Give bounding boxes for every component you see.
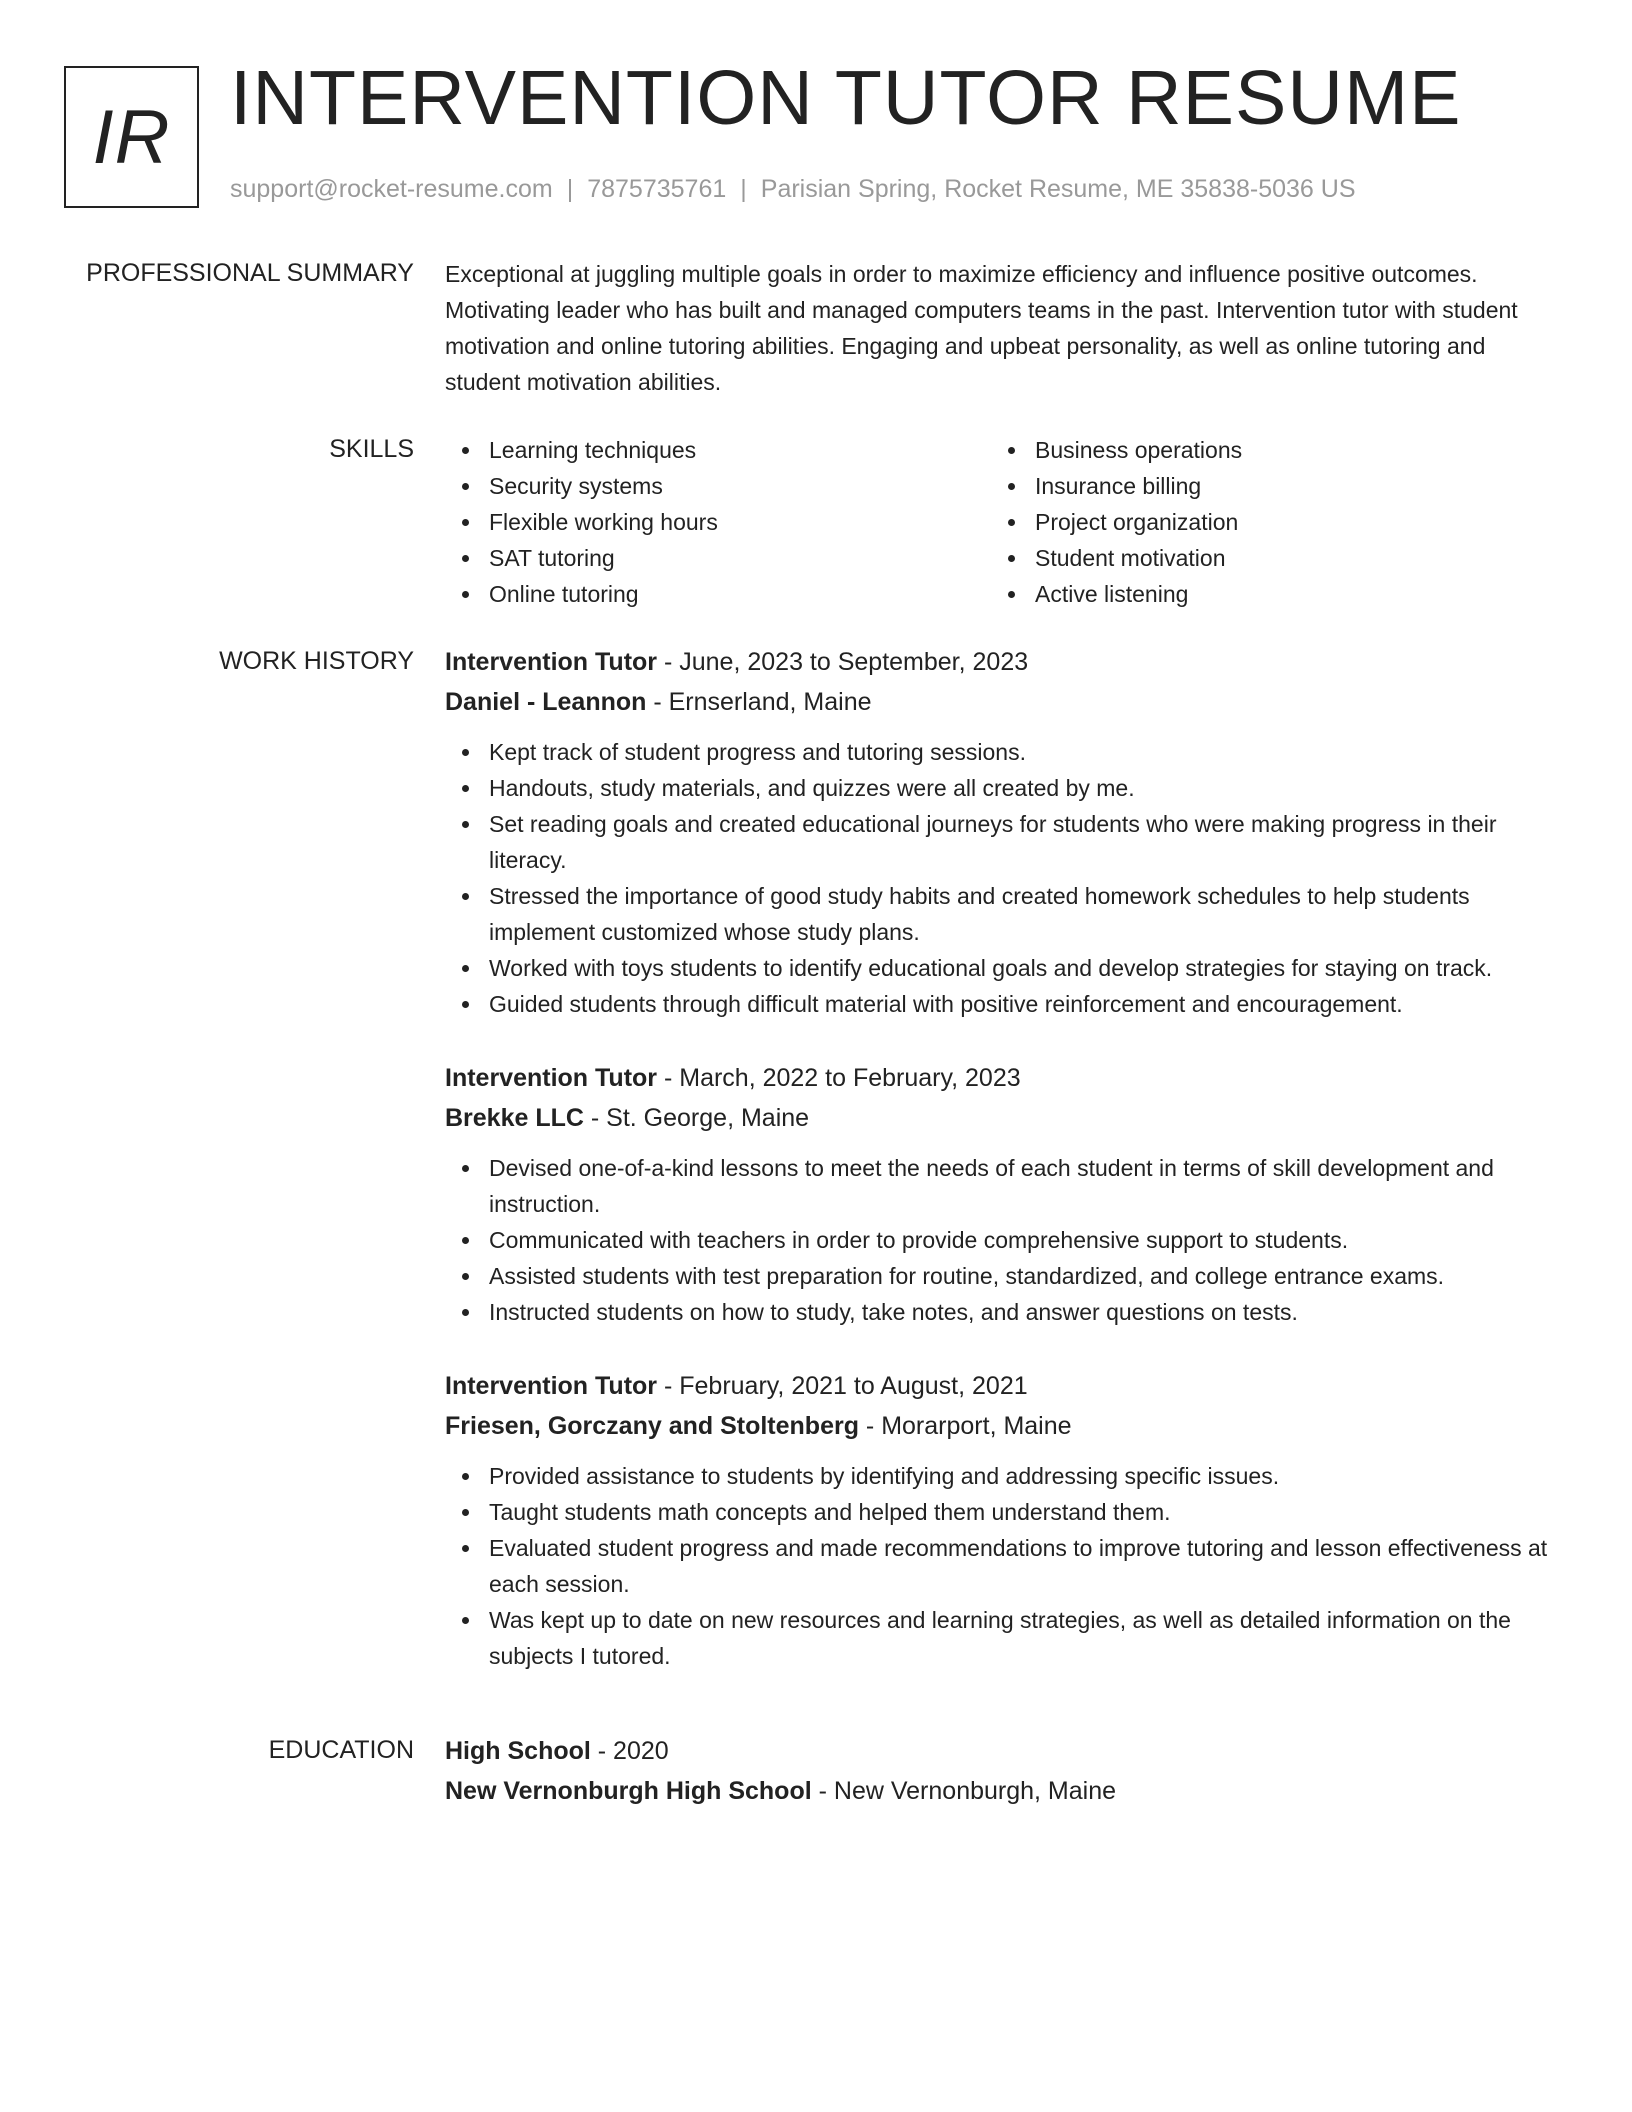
job-dates: - June, 2023 to September, 2023	[657, 648, 1029, 676]
job-title: Intervention Tutor	[445, 1064, 658, 1092]
skills-columns	[445, 432, 1560, 612]
job-bullets	[445, 1150, 1560, 1330]
skills-list-left	[445, 432, 991, 612]
education-school: New Vernonburgh High School	[445, 1777, 812, 1805]
education-degree: High School	[445, 1737, 591, 1765]
education-year: - 2020	[590, 1737, 669, 1765]
job-bullet: Communicated with teachers in order to provide comprehensive support to students.	[445, 1222, 1560, 1258]
job-title-line	[445, 1058, 1560, 1098]
job-bullet: Devised one-of-a-kind lessons to meet the needs of each student in terms of skill development and instruction.	[445, 1150, 1560, 1222]
skill-item: Student motivation	[991, 540, 1537, 576]
job-employer: Friesen, Gorczany and Stoltenberg	[445, 1412, 859, 1440]
job-bullet: Assisted students with test preparation for routine, standardized, and college entrance exams.	[445, 1258, 1560, 1294]
resume-title: INTERVENTION TUTOR RESUME	[230, 55, 1462, 141]
education-location: - New Vernonburgh, Maine	[811, 1777, 1117, 1805]
job-location: - Morarport, Maine	[858, 1412, 1072, 1440]
contact-phone[interactable]: 7875735761	[587, 175, 727, 203]
job-employer: Daniel - Leannon	[445, 688, 647, 716]
work-history-list	[445, 642, 1560, 1710]
contact-address: Parisian Spring, Rocket Resume, ME 35838-5036 US	[760, 175, 1356, 203]
job-dates: - March, 2022 to February, 2023	[657, 1064, 1021, 1092]
job-bullet: Set reading goals and created educational journeys for students who were making progress in their literacy.	[445, 806, 1560, 878]
job-entry	[445, 1058, 1560, 1330]
job-location: - Ernserland, Maine	[646, 688, 872, 716]
skill-item: Project organization	[991, 504, 1537, 540]
job-bullet: Was kept up to date on new resources and learning strategies, as well as detailed information on the subjects I tutored.	[445, 1602, 1560, 1674]
job-bullet: Worked with toys students to identify educational goals and develop strategies for staying on track.	[445, 950, 1560, 986]
job-title-line	[445, 1366, 1560, 1406]
skills-heading: SKILLS	[329, 435, 414, 463]
contact-line	[230, 174, 1356, 204]
education-heading: EDUCATION	[268, 1736, 414, 1764]
skill-item: Learning techniques	[445, 432, 991, 468]
skill-item: Security systems	[445, 468, 991, 504]
job-entry	[445, 642, 1560, 1022]
work-history-heading: WORK HISTORY	[219, 647, 414, 675]
skill-item: Insurance billing	[991, 468, 1537, 504]
monogram-text: IR	[92, 94, 171, 180]
skill-item: Business operations	[991, 432, 1537, 468]
job-bullet: Provided assistance to students by identifying and addressing specific issues.	[445, 1458, 1560, 1494]
job-dates: - February, 2021 to August, 2021	[657, 1372, 1028, 1400]
education-school-line	[445, 1771, 1560, 1811]
skill-item: Online tutoring	[445, 576, 991, 612]
contact-separator: |	[566, 175, 574, 203]
job-bullets	[445, 1458, 1560, 1674]
job-title: Intervention Tutor	[445, 648, 658, 676]
job-bullet: Instructed students on how to study, take notes, and answer questions on tests.	[445, 1294, 1560, 1330]
monogram-logo	[64, 66, 199, 208]
skill-item: Active listening	[991, 576, 1537, 612]
job-employer-line	[445, 1098, 1560, 1138]
education-entry	[445, 1731, 1560, 1811]
skill-item: SAT tutoring	[445, 540, 991, 576]
summary-text: Exceptional at juggling multiple goals in order to maximize efficiency and influence positive outcomes. Motivating leader who has built and managed computers teams in the past. Intervention tutor with student motivation and online tutoring abilities. Engaging and upbeat personality, as well as online tutoring and student motivation abilities.	[445, 261, 1518, 395]
job-employer-line	[445, 1406, 1560, 1446]
summary-heading: PROFESSIONAL SUMMARY	[86, 259, 414, 287]
job-bullet: Kept track of student progress and tutoring sessions.	[445, 734, 1560, 770]
job-bullet: Handouts, study materials, and quizzes were all created by me.	[445, 770, 1560, 806]
job-bullet: Guided students through difficult material with positive reinforcement and encouragement.	[445, 986, 1560, 1022]
job-bullets	[445, 734, 1560, 1022]
job-employer-line	[445, 682, 1560, 722]
education-degree-line	[445, 1731, 1560, 1771]
job-entry	[445, 1366, 1560, 1674]
contact-email[interactable]: support@rocket-resume.com	[230, 175, 553, 203]
contact-separator: |	[740, 175, 747, 203]
job-employer: Brekke LLC	[445, 1104, 584, 1132]
job-bullet: Stressed the importance of good study habits and created homework schedules to help students implement customized whose study plans.	[445, 878, 1560, 950]
job-location: - St. George, Maine	[583, 1104, 810, 1132]
skill-item: Flexible working hours	[445, 504, 991, 540]
job-title-line	[445, 642, 1560, 682]
job-title: Intervention Tutor	[445, 1372, 658, 1400]
job-bullet: Evaluated student progress and made recommendations to improve tutoring and lesson effectiveness at each session.	[445, 1530, 1560, 1602]
skills-list-right	[991, 432, 1537, 612]
job-bullet: Taught students math concepts and helped them understand them.	[445, 1494, 1560, 1530]
